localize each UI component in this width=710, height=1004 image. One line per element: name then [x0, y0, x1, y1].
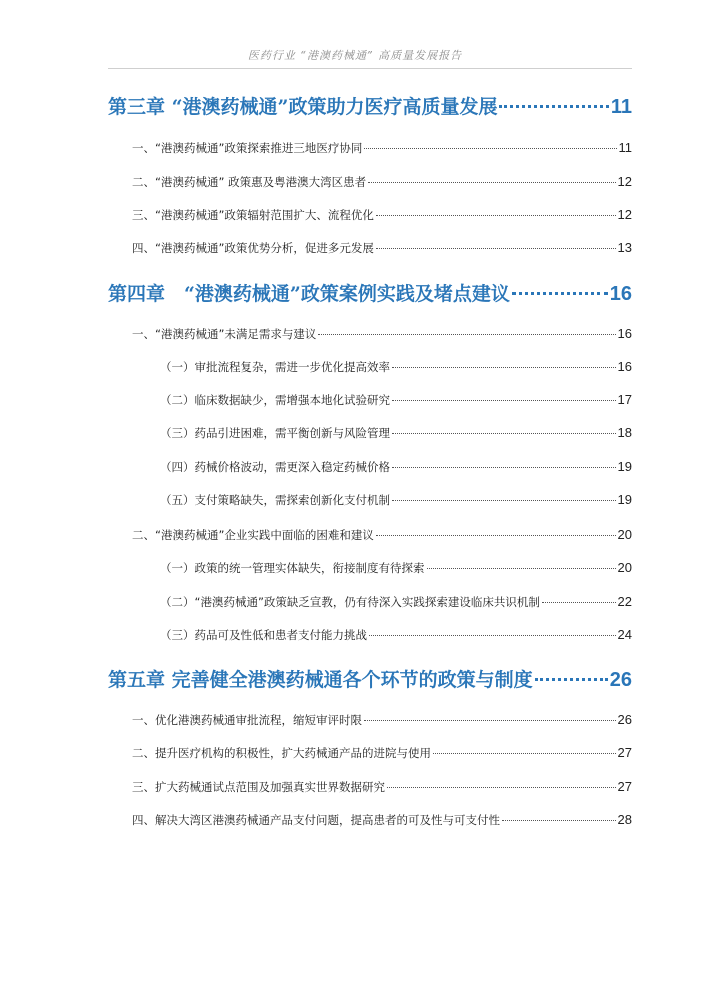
toc-page-number: 18: [617, 425, 632, 440]
header-divider: [108, 68, 632, 69]
toc-section[interactable]: [132, 745, 632, 761]
toc-entry-title: 第五章 完善健全港澳药械通各个环节的政策与制度: [108, 669, 533, 691]
toc-leader-dots: [535, 678, 608, 681]
toc-page-number: 26: [609, 669, 632, 691]
toc-entry-title: （三）药品可及性低和患者支付能力挑战: [160, 628, 367, 642]
toc-subsection[interactable]: [160, 459, 632, 475]
toc-subsection[interactable]: [160, 392, 632, 408]
toc-page-number: 16: [609, 283, 632, 305]
toc-section[interactable]: [132, 527, 632, 543]
toc-page-number: 27: [617, 779, 632, 794]
toc-page-number: 17: [617, 392, 632, 407]
toc-leader-dots: [392, 433, 616, 434]
toc-entry-title: 四、“港澳药械通”政策优势分析，促进多元发展: [132, 241, 374, 255]
toc-leader-dots: [392, 400, 616, 401]
toc-chapter-3[interactable]: [108, 92, 632, 119]
toc-leader-dots: [369, 635, 616, 636]
toc-entry-title: 二、提升医疗机构的积极性，扩大药械通产品的进院与使用: [132, 746, 431, 760]
toc-page-number: 27: [617, 745, 632, 760]
toc-entry-title: 三、“港澳药械通”政策辐射范围扩大、流程优化: [132, 208, 374, 222]
toc-subsection[interactable]: [160, 359, 632, 375]
toc-page-number: 16: [617, 326, 632, 341]
toc-section[interactable]: [132, 812, 632, 828]
toc-entry-title: （一）审批流程复杂，需进一步优化提高效率: [160, 360, 390, 374]
toc-entry-title: （四）药械价格波动，需更深入稳定药械价格: [160, 460, 390, 474]
toc-entry-title: （一）政策的统一管理实体缺失，衔接制度有待探索: [160, 561, 425, 575]
toc-leader-dots: [392, 500, 616, 501]
toc-section[interactable]: [132, 174, 632, 190]
toc-page-number: 28: [617, 812, 632, 827]
toc-page-number: 22: [617, 594, 632, 609]
toc-section[interactable]: [132, 779, 632, 795]
toc-subsection[interactable]: [160, 425, 632, 441]
toc-leader-dots: [427, 568, 616, 569]
toc-leader-dots: [387, 787, 616, 788]
toc-entry-title: 四、解决大湾区港澳药械通产品支付问题，提高患者的可及性与可支付性: [132, 813, 500, 827]
toc-section[interactable]: [132, 326, 632, 342]
toc-entry-title: 二、“港澳药械通”企业实践中面临的困难和建议: [132, 528, 374, 542]
toc-leader-dots: [376, 248, 616, 249]
toc-section[interactable]: [132, 240, 632, 256]
toc-subsection[interactable]: [160, 492, 632, 508]
toc-page-number: 11: [618, 140, 632, 155]
toc-page-number: 16: [617, 359, 632, 374]
toc-leader-dots: [376, 215, 616, 216]
toc-entry-title: 三、扩大药械通试点范围及加强真实世界数据研究: [132, 780, 385, 794]
toc-subsection[interactable]: [160, 560, 632, 576]
toc-page-number: 26: [617, 712, 632, 727]
toc-page-number: 19: [617, 492, 632, 507]
toc-page-number: 20: [617, 527, 632, 542]
toc-section[interactable]: [132, 140, 632, 156]
toc-entry-title: （二）“港澳药械通”政策缺乏宣教，仍有待深入实践探索建设临床共识机制: [160, 595, 540, 609]
toc-page-number: 12: [617, 174, 632, 189]
toc-entry-title: 二、“港澳药械通” 政策惠及粤港澳大湾区患者: [132, 175, 367, 189]
toc-leader-dots: [364, 720, 616, 721]
toc-page-number: 20: [617, 560, 632, 575]
toc-entry-title: 一、“港澳药械通”未满足需求与建议: [132, 327, 317, 341]
toc-entry-title: （五）支付策略缺失，需探索创新化支付机制: [160, 493, 390, 507]
toc-leader-dots: [392, 367, 616, 368]
toc-section[interactable]: [132, 207, 632, 223]
toc-leader-dots: [318, 334, 615, 335]
toc-leader-dots: [542, 602, 616, 603]
toc-entry-title: 第三章 “港澳药械通”政策助力医疗高质量发展: [108, 96, 498, 118]
toc-subsection[interactable]: [160, 627, 632, 643]
toc-leader-dots: [512, 292, 608, 295]
toc-page-number: 11: [610, 96, 632, 118]
toc-chapter-4[interactable]: [108, 279, 632, 306]
toc-page-number: 12: [617, 207, 632, 222]
toc-leader-dots: [502, 820, 616, 821]
toc-leader-dots: [499, 105, 608, 108]
toc-page-number: 24: [617, 627, 632, 642]
toc-section[interactable]: [132, 712, 632, 728]
toc-entry-title: （二）临床数据缺少，需增强本地化试验研究: [160, 393, 390, 407]
toc-entry-title: （三）药品引进困难，需平衡创新与风险管理: [160, 426, 390, 440]
toc-leader-dots: [392, 467, 616, 468]
toc-chapter-5[interactable]: [108, 665, 632, 692]
running-header: 医药行业 “港澳药械通” 高质量发展报告: [247, 49, 463, 62]
toc-leader-dots: [433, 753, 616, 754]
toc-entry-title: 一、优化港澳药械通审批流程，缩短审评时限: [132, 713, 362, 727]
toc-entry-title: 第四章 “港澳药械通”政策案例实践及堵点建议: [108, 283, 510, 305]
toc-page-number: 13: [617, 240, 632, 255]
toc-leader-dots: [368, 182, 615, 183]
toc-subsection[interactable]: [160, 594, 632, 610]
toc-page-number: 19: [617, 459, 632, 474]
toc-leader-dots: [376, 535, 616, 536]
toc-leader-dots: [364, 148, 616, 149]
toc-entry-title: 一、“港澳药械通”政策探索推进三地医疗协同: [132, 141, 363, 155]
